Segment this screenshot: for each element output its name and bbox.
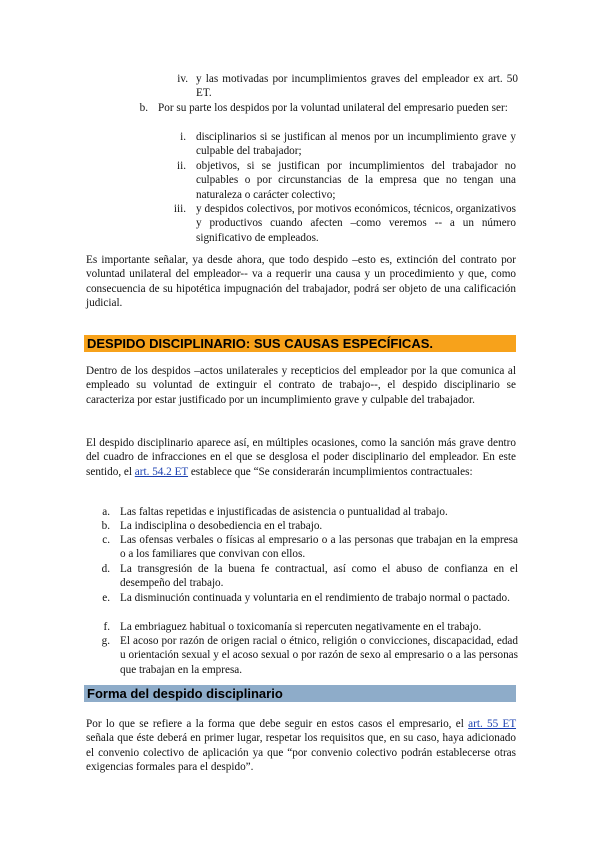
list-item-text: objetivos, si se justifican por incumplimientos del trabajador no culpables o por circunstancias de la empresa que no tengan una naturaleza o carácter colectivo; [196, 160, 516, 201]
list-marker: e. [102, 592, 110, 604]
list-item-text: La transgresión de la buena fe contractual, así como el abuso de confianza en el desempeño del trabajo. [120, 563, 518, 590]
list-item-text: El acoso por razón de origen racial o étnico, religión o convicciones, discapacidad, edad u orientación sexual y el acoso sexual o por razón de sexo al empresario o a las personas que trabajan en la empresa. [120, 635, 518, 676]
paragraph-text: señala que éste deberá en primer lugar, respetar los requisitos que, en su caso, haya adicionado el convenio colectivo de aplicación ya que “por convenio colectivo podrán establecerse otras exigencias formales para el despido”. [86, 732, 516, 774]
list-item-text: y las motivadas por incumplimientos graves del empleador ex art. 50 ET. [196, 73, 518, 100]
paragraph-text: El despido disciplinario aparece así, en múltiples ocasiones, como la sanción más grave dentro del cuadro de infracciones en el que se desglosa el poder disciplinario del empleador. En este sentido, el [86, 437, 516, 478]
list-marker: d. [101, 563, 110, 575]
section2-paragraph [86, 717, 516, 775]
list-marker: c. [102, 534, 110, 546]
section-heading-forma: Forma del despido disciplinario [84, 685, 516, 702]
list-item-i [0, 130, 599, 160]
list-marker: iii. [173, 203, 186, 215]
paragraph-text: Por lo que se refiere a la forma que debe seguir en estos casos el empresario, el [86, 718, 469, 730]
section1-paragraph-1: Dentro de los despidos –actos unilaterales y recepticios del empleador por la que comunica al empleado su voluntad de extinguir el contrato de trabajo--, el despido disciplinario se caracteriza por estar justificado por un incumplimiento grave y culpable del trabajador. [86, 365, 516, 406]
list-marker: a. [102, 506, 110, 518]
list-item-text: Las ofensas verbales o físicas al empresario o a las personas que trabajan en la empresa o a los familiares que convivan con ellos. [120, 534, 518, 561]
list-item-text: disciplinarios si se justifican al menos por un incumplimiento grave y culpable del trabajador; [196, 131, 516, 158]
list-marker: i. [180, 131, 186, 143]
cause-item-a [0, 505, 599, 520]
list-marker: f. [103, 621, 110, 633]
cause-item-d [0, 562, 599, 592]
paragraph-text: establece que “Se considerarán incumplimientos contractuales: [188, 465, 473, 478]
list-marker: b. [139, 102, 148, 114]
cause-item-e [0, 591, 599, 621]
cause-item-f [0, 620, 599, 635]
cause-item-g [0, 634, 599, 678]
list-marker: g. [101, 635, 110, 647]
link-art-54-2-et[interactable]: art. 54.2 ET [134, 465, 189, 478]
cause-item-b [0, 519, 599, 534]
cause-item-c [0, 533, 599, 563]
list-marker: b. [101, 520, 110, 532]
intro-paragraph: Es importante señalar, ya desde ahora, que todo despido –esto es, extinción del contrato por voluntad unilateral del empleador-- va a requerir una causa y un procedimiento y que, como consecuencia de su hipotética impugnación del trabajador, podrá ser objeto de una calificación judicial. [86, 254, 516, 310]
list-item-b [0, 101, 599, 131]
list-item-text: La embriaguez habitual o toxicomanía si repercuten negativamente en el trabajo. [120, 621, 482, 633]
list-item-text: y despidos colectivos, por motivos económicos, técnicos, organizativos y productivos cuando afecten –como veremos -- a un número significativo de empleados. [196, 203, 516, 244]
list-item-ii [0, 159, 599, 203]
section-heading-causas: DESPIDO DISCIPLINARIO: SUS CAUSAS ESPECÍFICAS. [84, 335, 516, 352]
list-item-text: La indisciplina o desobediencia en el trabajo. [120, 520, 323, 532]
list-item-text: La disminución continuada y voluntaria en el rendimiento de trabajo normal o pactado. [120, 592, 510, 604]
list-marker: ii. [176, 160, 186, 172]
list-item-text: Por su parte los despidos por la voluntad unilateral del empresario pueden ser: [158, 102, 508, 114]
list-item-text: Las faltas repetidas e injustificadas de asistencia o puntualidad al trabajo. [120, 506, 448, 518]
list-item-iv [0, 72, 599, 102]
link-art-55-et[interactable]: art. 55 ET [468, 718, 517, 730]
list-item-iii [0, 202, 599, 246]
section1-paragraph-2 [86, 436, 516, 479]
list-marker: iv. [177, 73, 188, 85]
